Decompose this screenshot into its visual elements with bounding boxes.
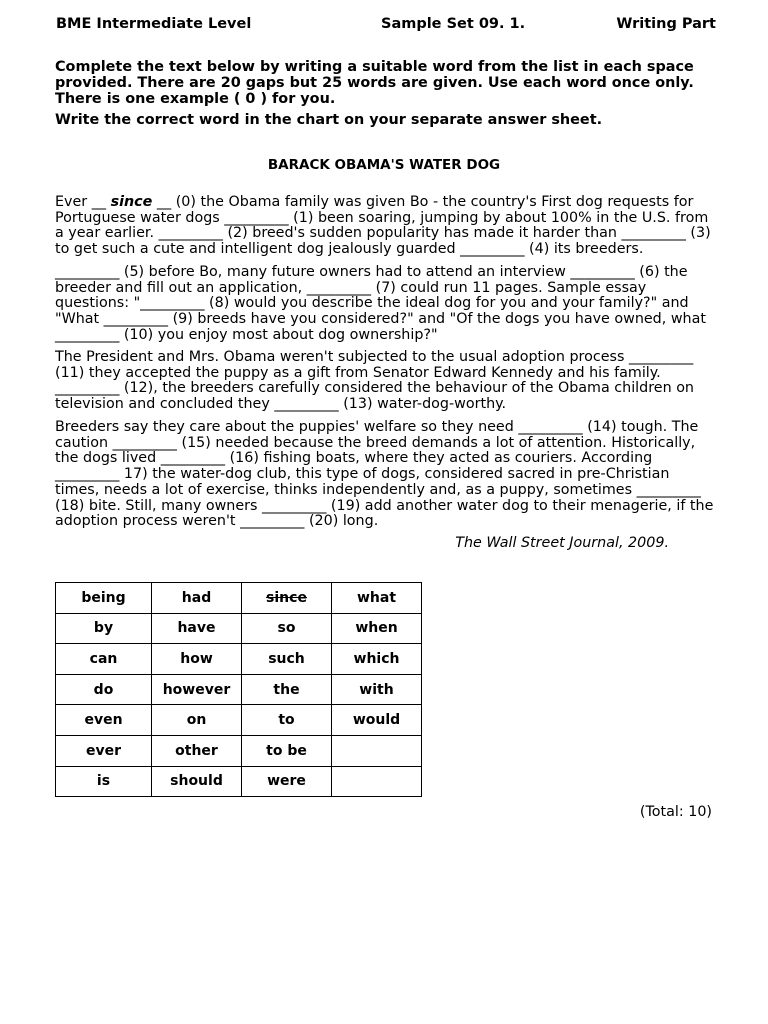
word-cell: to: [242, 705, 332, 736]
paragraph-1-rest: __ (0) the Obama family was given Bo - the country's First dog requests for Portuguese water dogs _________ (1) been soaring, jumping by about 100% in the U.S. from a year earlier. _________ (2) breed's sudden popularity has made it harder than _________ (3) to get such a cute and intelligent dog jealously guarded _________ (4) its breeders.: [55, 194, 711, 258]
word-cell: would: [332, 705, 422, 736]
paragraph-4: Breeders say they care about the puppies' welfare so they need _________ (14) tough. The caution _________ (15) needed because the breed demands a lot of attention. Historically, the dogs lived _________ (16) fishing boats, where they acted as couriers. According _________ 17) the water-dog club, this type of dogs, considered sacred in pre-Christian times, needs a lot of exercise, thinks independently and, as a puppy, sometimes _________ (18) bite. Still, many owners _________ (19) add another water dog to their menagerie, if the adoption process weren't _________ (20) long.: [55, 419, 714, 530]
word-cell: the: [242, 674, 332, 705]
article-source: The Wall Street Journal, 2009.: [455, 535, 669, 551]
paragraph-3: The President and Mrs. Obama weren't subjected to the usual adoption process _________ (11) they accepted the puppy as a gift from Senator Edward Kennedy and his family. _________ (12), the breeders carefully considered the behaviour of the Obama children on television and concluded they _________ (13) water-dog-worthy.: [55, 349, 694, 413]
word-cell: had: [152, 583, 242, 614]
word-cell: other: [152, 735, 242, 766]
word-cell: with: [332, 674, 422, 705]
example-word: since: [110, 194, 153, 210]
total-score: (Total: 10): [639, 804, 712, 820]
instruction-answer-sheet: Write the correct word in the chart on your separate answer sheet.: [55, 112, 603, 128]
table-row: [56, 644, 422, 675]
empty-word-cell: [332, 766, 422, 797]
page-header: [56, 16, 716, 52]
empty-word-cell: [332, 735, 422, 766]
word-cell: such: [242, 644, 332, 675]
used-example-word-cell: since: [242, 583, 332, 614]
table-row: [56, 766, 422, 797]
table-row: [56, 705, 422, 736]
word-cell: do: [56, 674, 152, 705]
table-row: [56, 583, 422, 614]
word-cell: what: [332, 583, 422, 614]
word-cell: how: [152, 644, 242, 675]
word-cell: should: [152, 766, 242, 797]
word-cell: which: [332, 644, 422, 675]
paragraph-1-start: Ever __: [55, 194, 111, 210]
word-cell: were: [242, 766, 332, 797]
word-list-table: [55, 582, 422, 797]
word-cell: is: [56, 766, 152, 797]
word-cell: even: [56, 705, 152, 736]
word-cell: to be: [242, 735, 332, 766]
word-cell: when: [332, 613, 422, 644]
table-row: [56, 735, 422, 766]
paragraph-2: _________ (5) before Bo, many future owners had to attend an interview _________ (6) the breeder and fill out an application, _________ (7) could run 11 pages. Sample essay questions: "_________ (8) would you describe the ideal dog for you and your family?" and "What _________ (9) breeds have you considered?" and "Of the dogs you have owned, what _________ (10) you enjoy most about dog ownership?": [55, 264, 706, 343]
instruction-main: Complete the text below by writing a suitable word from the list in each space provided. There are 20 gaps but 25 words are given. Use each word once only. There is one example ( 0 ) for you.: [55, 59, 694, 107]
word-cell: can: [56, 644, 152, 675]
word-cell: by: [56, 613, 152, 644]
word-cell: have: [152, 613, 242, 644]
word-cell: however: [152, 674, 242, 705]
word-cell: being: [56, 583, 152, 614]
table-row: [56, 613, 422, 644]
paragraph-1: [55, 195, 715, 258]
sample-set-label: Sample Set 09. 1.: [381, 16, 526, 32]
word-cell: so: [242, 613, 332, 644]
table-row: [56, 674, 422, 705]
word-cell: on: [152, 705, 242, 736]
word-cell: ever: [56, 735, 152, 766]
article-title: BARACK OBAMA'S WATER DOG: [267, 157, 501, 173]
level-label: BME Intermediate Level: [56, 16, 252, 32]
part-label: Writing Part: [616, 16, 716, 32]
